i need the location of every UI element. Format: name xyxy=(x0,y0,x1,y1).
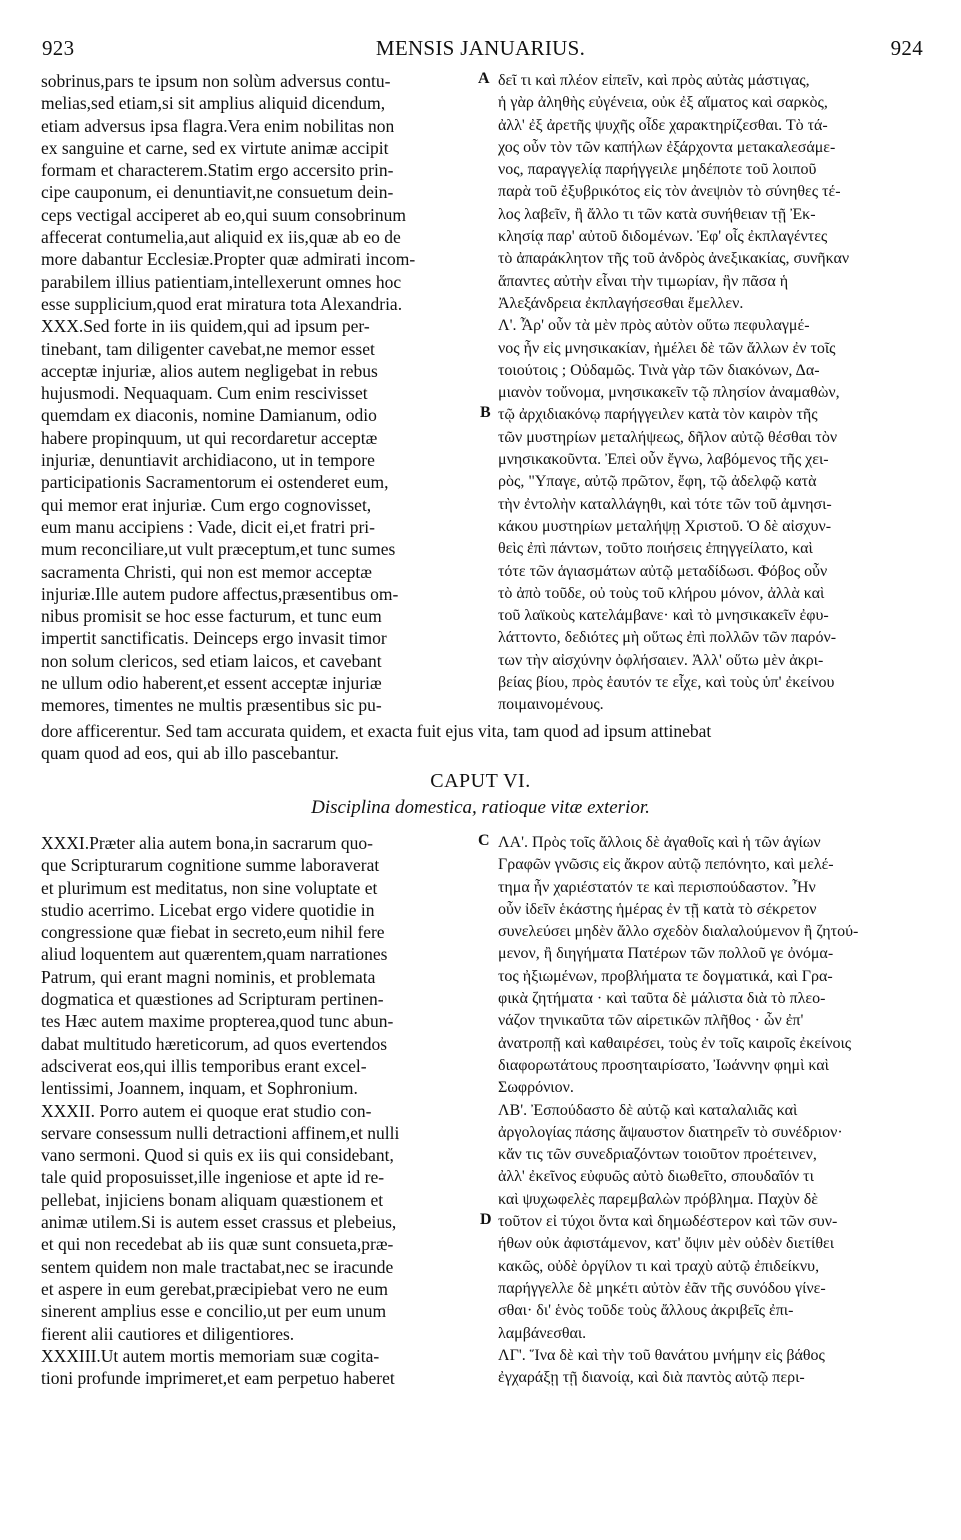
greek-text-line: κἄν τις τῶν συνεδριαζόντων τοιοῦτον προέτεινεν, xyxy=(498,1146,817,1164)
greek-text-line: λαμβάνεσθαι. xyxy=(498,1324,587,1342)
latin-text-line: animæ utilem.Si is autem esset crassus et plebeius, xyxy=(41,1212,397,1233)
latin-text-line: fierent alii cautiores et diligentiores. xyxy=(41,1323,295,1344)
greek-text-line: θεὶς ἐπὶ πάντων, τοῦτο ποιήσεις ἐπηγγείλατο, καὶ xyxy=(498,540,813,558)
latin-text-line: injuriæ.Ille autem pudore affectus,præsentibus om- xyxy=(41,583,399,604)
latin-text-line: et qui non recedebat ab iis quæ sunt consueta,præ- xyxy=(41,1234,394,1255)
greek-text-line: μενον, ἢ διηγήματα Πατέρων τῶν πολλοῦ γε ὀνόμα- xyxy=(498,945,834,963)
margin-marker-a: A xyxy=(478,70,490,87)
latin-text-line: sobrinus,pars te ipsum non solùm adversus contu- xyxy=(41,71,391,91)
latin-text-line: memores, timentes ne multis præsentibus sic pu- xyxy=(41,695,382,716)
greek-text-line: νάζον τηνικαῦτα τῶν αἱρετικῶν πλῆθος · ὧν ἐπ' xyxy=(498,1012,804,1030)
greek-text-line: μιανὸν τοὔνομα, μνησικακεῖν τῷ πλησίον ἀναμαθὼν, xyxy=(498,384,840,402)
latin-text-line: injuriæ, denuntiavit archidiacono, ut in tempore xyxy=(41,450,375,471)
latin-text-line: aliud loquentem aut quærentem,quam narrationes xyxy=(41,944,388,965)
page-header xyxy=(0,36,961,62)
greek-text-line: ἐγχαράξῃ τῇ διανοίᾳ, καὶ διὰ παντὸς αὐτῷ περι- xyxy=(498,1369,805,1387)
latin-column-section-2 xyxy=(41,832,479,1389)
latin-text-line: adsciverat eos,qui illis temporibus erant excel- xyxy=(41,1055,367,1076)
latin-text-line: esse supplicium,quod erat miratura tota Alexandria. xyxy=(41,293,403,314)
latin-text-line: affecerat contumelia,aut aliquid ex iis,quæ ab eo de xyxy=(41,227,401,248)
greek-text-line: ΛΒ'. Ἐσπούδαστο δὲ αὐτῷ καὶ καταλαλιᾶς καὶ xyxy=(498,1101,798,1119)
greek-text-line: των τὴν αἰσχύνην ὀφλήσαιεν. Ἀλλ' οὕτω μὲν ἀκρι- xyxy=(498,651,824,669)
latin-text-line: que Scripturarum cognitione summe laboraverat xyxy=(41,855,380,876)
latin-text-line: more dabantur Ecclesiæ.Propter quæ admirati incom- xyxy=(41,249,416,270)
greek-column-section-2 xyxy=(498,832,930,1389)
greek-text-line: ἀλλ' ἐκεῖνος εὐφυῶς αὐτὸ διωθεῖτο, σπουδαῖόν τι xyxy=(498,1168,814,1186)
latin-text-line: participationis Sacramentorum ei ostenderet eum, xyxy=(41,472,389,493)
greek-text-line: Σωφρόνιον. xyxy=(498,1079,574,1097)
greek-text-line: ποιμαινομένους. xyxy=(498,696,604,714)
latin-text-line: tioni profunde imprimeret,et eam perpetuo haberet xyxy=(41,1368,395,1389)
greek-text-line: διαφορωτάτους προσηταιρίσατο, Ἰωάννην φημὶ καὶ xyxy=(498,1056,829,1074)
margin-marker-c: C xyxy=(478,832,490,849)
latin-text-line: tale quid proposuisset,ille ingeniose et apte id re- xyxy=(41,1167,385,1188)
greek-text-line: τοιούτοις ; Οὐδαμῶς. Τινὰ γὰρ τῶν διακόνων, Δα- xyxy=(498,361,820,379)
latin-text-line: XXXI.Præter alia autem bona,in sacrarum quo- xyxy=(41,833,373,853)
running-title: MENSIS JANUARIUS. xyxy=(375,36,586,60)
greek-text-line: τος ἠξιωμένων, προβλήματα τε δογματικά, καὶ Γρα- xyxy=(498,967,833,985)
greek-text-line: κλησίᾳ παρ' αὐτοῦ διδομένων. Ἐφ' οἷς ἐκπλαγέντες xyxy=(498,228,828,246)
latin-text-line: congressione quæ fiebat in secreto,eum nihil fere xyxy=(41,922,385,943)
greek-column-section-1 xyxy=(498,70,930,717)
latin-text-line: Patrum, qui erant magni nominis, et problemata xyxy=(41,966,376,987)
greek-text-line: τότε τῶν ἁγιασμάτων αὐτῷ μεταδίδωσι. Φόβος οὖν xyxy=(498,562,828,580)
latin-text-line: qui memor erat injuriæ. Cum ergo cognovisset, xyxy=(41,494,372,515)
greek-text-line: τοῦ λαϊκοὺς κατελάμβανε· καὶ τὸ μνησικακεῖν ἐφυ- xyxy=(498,607,829,625)
latin-text-line: habere propinquum, ut qui recordaretur acceptæ xyxy=(41,427,378,448)
latin-text-line: etiam adversus ipsa flagra.Vera enim nobilitas non xyxy=(41,115,395,136)
greek-text-line: νος, παραγγελίᾳ παρήγγειλε μηδέποτε τοῦ λοιποῦ xyxy=(498,161,817,179)
greek-text-line: κακῶς, οὐδὲ ὀργίλον τι καὶ τραχὺ αὐτῷ ἐπιδείκνυ, xyxy=(498,1257,820,1275)
latin-text-line: sinerent amplius esse e concilio,ut per eum unum xyxy=(41,1301,387,1322)
latin-text-line: acceptæ injuriæ, alios autem negligebat in rebus xyxy=(41,360,378,381)
greek-text-line: ήθων οὐκ ἀφιστάμενον, κατ' ὄψιν μὲν οὐδὲν διετίθει xyxy=(498,1235,835,1253)
greek-text-line: συνελεύσει μηδὲν ἄλλο σχεδὸν διαλαλούμενον ἢ ζητού- xyxy=(498,923,859,941)
full-width-text xyxy=(41,720,931,765)
latin-text-line: parabilem illius patientiam,intellexerunt omnes hoc xyxy=(41,271,402,292)
greek-text-line: οὖν ἰδεῖν ἑκάστης ἡμέρας ἐν τῇ κατὰ τὸ σέκρετον xyxy=(498,900,817,918)
greek-text-line: ἀργολογίας πάσης ἄψαυστον διατηρεῖν τὸ συνέδριον· xyxy=(498,1123,843,1141)
latin-text-line: pellebat, injiciens bonam aliquam quæstionem et xyxy=(41,1189,384,1210)
latin-text-line: XXX.Sed forte in iis quidem,qui ad ipsum per- xyxy=(41,316,370,337)
latin-text-line: non solum clericos, sed etiam laicos, et cavebant xyxy=(41,650,382,671)
latin-text-line: servare consessum nulli detractioni affinem,et nulli xyxy=(41,1122,400,1143)
greek-text-line: φικὰ ζητήματα · καὶ ταῦτα δὲ μάλιστα διὰ τὸ πλεο- xyxy=(498,990,826,1008)
greek-text-line: ἀλλ' ἐξ ἀρετῆς ψυχῆς οἶδε χαρακτηρίζεσθαι. Τὸ τά- xyxy=(498,116,828,134)
margin-marker-d: D xyxy=(480,1211,492,1228)
latin-text-line: tes Hæc autem maxime propterea,quod tunc abun- xyxy=(41,1011,394,1032)
latin-text-line: ne ullum odio haberent,et essent acceptæ injuriæ xyxy=(41,673,382,694)
greek-text-line: τὸ ἀπαράκλητον τῆς τοῦ ἀνδρὸς ἀνεξικακίας, συνῆκαν xyxy=(498,250,850,268)
greek-text-line: κάκου μυστηρίων μεταλήψῃ Χριστοῦ. Ὁ δὲ αἰσχυν- xyxy=(498,517,832,535)
greek-text-line: λος λαβεῖν, ἢ ἄλλο τι τῶν κατὰ συνήθειαν τῇ Ἐκ- xyxy=(498,205,816,223)
latin-text-line: eum manu accipiens : Vade, dicit ei,et fratri pri- xyxy=(41,516,375,537)
greek-text-line: ΛΓ'. Ἵνα δὲ καὶ τὴν τοῦ θανάτου μνήμην εἰς βάθος xyxy=(498,1346,825,1364)
latin-text-line: et aspere in eum gerebat,præcipiebat vero ne eum xyxy=(41,1278,388,1299)
page-number-right: 924 xyxy=(890,36,923,60)
greek-text-line: παρὰ τοῦ ἐξυβρικότος εἰς τὸν ἀνεψιὸν τὸ σύνηθες τέ- xyxy=(498,183,841,201)
greek-text-line: τῶν μυστηρίων μεταλήψεως, δῆλον αὐτῷ θέσθαι τὸν xyxy=(498,428,838,446)
latin-text-line: cipe cauponum, ei denuntiavit,ne consuetum dein- xyxy=(41,182,394,203)
latin-text-line: lentissimi, Joannem, inquam, et Sophronium. xyxy=(41,1078,358,1099)
latin-text-line: formam et characterem.Statim ergo accersito prin- xyxy=(41,160,394,181)
greek-text-line: καὶ ψυχωφελὲς παρεμβαλὼν πρόβλημα. Παχὺν δὲ xyxy=(498,1190,818,1208)
greek-text-line: ἅπαντες αὐτὴν εἶναι τὴν τιμωρίαν, ἣν πᾶσα ἡ xyxy=(498,272,789,290)
greek-text-line: χος οὖν τὸν τῶν καπήλων ἐξάρχοντα μετακαλεσάμε- xyxy=(498,138,836,156)
greek-text-line: Γραφῶν γνῶσις εἰς ἄκρον αὐτῷ πεπόνητο, καὶ μελέ- xyxy=(498,856,834,874)
latin-text-line: ceps vectigal acciperet ab eo,qui suum consobrinum xyxy=(41,204,406,225)
latin-text-line: mum reconciliare,ut vult præceptum,et tunc sumes xyxy=(41,539,396,560)
greek-text-line: τὸ ἀπὸ τοῦδε, οὐ τοὺς τοῦ κλήρου μόνον, ἀλλὰ καὶ xyxy=(498,584,825,602)
greek-text-line: σθαι· δι' ἑνὸς τοῦδε τοὺς ἄλλους ἀκριβεῖς ἐπι- xyxy=(498,1302,794,1320)
latin-text-line: ex sanguine et carne, sed ex virtute animæ accipit xyxy=(41,137,389,158)
greek-text-line: μνησικακοῦντα. Ἐπεὶ οὖν ἔγνω, λαβόμενος τῆς χει- xyxy=(498,451,829,469)
latin-text-line: sacramenta Christi, qui non est memor acceptæ xyxy=(41,561,372,582)
greek-text-line: νος ἦν εἰς μνησικακίαν, ἠμέλει δὲ τῶν ἄλλων ἐν τοῖς xyxy=(498,339,836,357)
greek-text-line: Ἀλεξάνδρεια ἐκπλαγήσεσθαι ἔμελλεν. xyxy=(498,294,744,312)
margin-marker-b: B xyxy=(480,404,491,421)
latin-column-section-1 xyxy=(41,70,479,717)
greek-text-line: ρὸς, "Υπαγε, αὐτῷ πρῶτον, ἔφη, τῷ ἀδελφῷ κατὰ xyxy=(498,473,817,491)
greek-text-line: ἡ γὰρ ἀληθὴς εὐγένεια, οὐκ ἐξ αἵματος καὶ σαρκὸς, xyxy=(498,94,828,112)
latin-text-line: sentem quidem non male tractabat,nec se iracunde xyxy=(41,1256,394,1277)
greek-text-line: τοῦτον εἰ τύχοι ὄντα καὶ δημωδέστερον καὶ τῶν συν- xyxy=(498,1213,838,1231)
greek-text-line: τῷ ἀρχιδιακόνῳ παρήγγειλεν κατὰ τὸν καιρὸν τῆς xyxy=(498,406,818,424)
greek-text-line: βείας βίου, πρὸς ἑαυτόν τε εἶχε, καὶ τοὺς ὑπ' ἐκείνου xyxy=(498,674,835,692)
latin-text-line: dabat multitudo hæreticorum, ad quos evertendos xyxy=(41,1033,388,1054)
page-number-left: 923 xyxy=(42,36,75,60)
greek-text-line: ἀνατροπῇ καὶ καθαιρέσει, τοὺς ἐν τοῖς καιροῖς ἐκείνοις xyxy=(498,1034,852,1052)
latin-text-line: vano sermoni. Quod si quis ex iis qui considebant, xyxy=(41,1145,394,1166)
greek-text-line: τὴν ἐντολὴν καταλλάγηθι, καὶ τότε τῶν τοῦ ἀμνησι- xyxy=(498,495,832,513)
chapter-subtitle: Disciplina domestica, ratioque vitæ exterior. xyxy=(311,797,650,818)
greek-text-line: δεῖ τι καὶ πλέον εἰπεῖν, καὶ πρὸς αὐτὰς μάστιγας, xyxy=(498,72,810,89)
greek-text-line: Λ'. Ἆρ' οὖν τὰ μὲν πρὸς αὐτὸν οὕτω πεφυλαγμέ- xyxy=(498,317,810,335)
latin-text-line: et plurimum est meditatus, non sine voluptate et xyxy=(41,877,378,898)
latin-text-line: hujusmodi. Nequaquam. Cum enim rescivisset xyxy=(41,383,368,404)
latin-text-line: XXXIII.Ut autem mortis memoriam suæ cogita- xyxy=(41,1345,380,1366)
full-width-line: quam quod ad eos, qui ab illo pascebantur. xyxy=(41,743,339,764)
latin-text-line: nibus promisit se hoc esse facturum, et tunc eum xyxy=(41,606,382,627)
latin-text-line: studio acerrimo. Licebat ergo videre quotidie in xyxy=(41,899,375,920)
greek-text-line: τημα ἦν χαριέστατόν τε καὶ περισπούδαστον. Ἦν xyxy=(498,878,816,896)
latin-text-line: quemdam ex diaconis, nomine Damianum, odio xyxy=(41,405,377,426)
chapter-title: CAPUT VI. xyxy=(430,770,531,792)
latin-text-line: tinebant, tam diligenter cavebat,ne memor esset xyxy=(41,338,375,359)
latin-text-line: XXXII. Porro autem ei quoque erat studio con- xyxy=(41,1100,372,1121)
full-width-line: dore afficerentur. Sed tam accurata quidem, et exacta fuit ejus vita, tam quod ad ipsum attinebat xyxy=(41,721,712,741)
latin-text-line: melias,sed etiam,si sit amplius aliquid dicendum, xyxy=(41,93,386,114)
greek-text-line: παρήγγελλε δὲ μηκέτι αὐτὸν ἐᾶν τῆς συνόδου γίνε- xyxy=(498,1279,826,1297)
latin-text-line: impertit sanctificatis. Deinceps ergo invasit timor xyxy=(41,628,387,649)
latin-text-line: dogmatica et quæstiones ad Scripturam pertinen- xyxy=(41,989,384,1010)
greek-text-line: ΛΑ'. Πρὸς τοῖς ἄλλοις δὲ ἀγαθοῖς καὶ ἡ τῶν ἁγίων xyxy=(498,834,821,851)
greek-text-line: λάττοντο, δεδιότες μὴ οὕτως ἐπὶ πολλῶν τῶν παρόν- xyxy=(498,629,837,647)
